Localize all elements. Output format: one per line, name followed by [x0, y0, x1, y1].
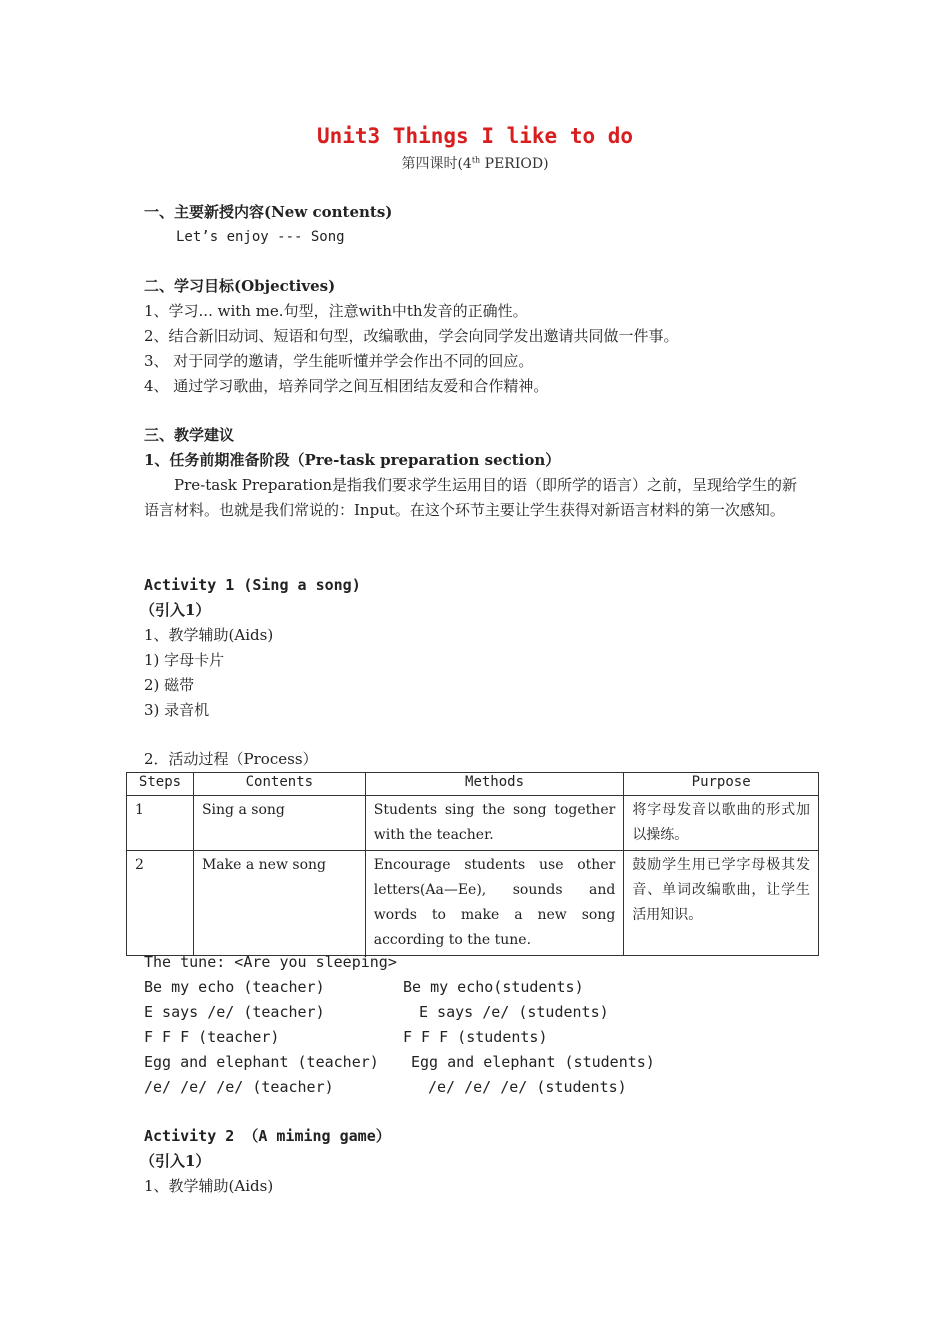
subtitle-suffix: PERIOD): [480, 156, 549, 172]
tune-line-students: Egg and elephant (students): [411, 1053, 655, 1071]
activity1-aids-heading: 1、教学辅助(Aids): [144, 626, 274, 644]
section3-paragraph: Pre-task Preparation是指我们要求学生运用目的语（即所学的语言）之前，呈现给学生的新语言材料。也就是我们常说的：Input。在这个环节主要让学生获得对新语言材料的第一次感知。: [144, 476, 798, 519]
tune-line-students: F F F (students): [403, 1028, 548, 1046]
document-subtitle: [0, 153, 950, 173]
cell-methods: Students sing the song together with the teacher.: [365, 796, 624, 851]
table-header-row: [127, 773, 819, 796]
activity2-aids-heading: 1、教学辅助(Aids): [144, 1177, 274, 1195]
cell-contents: Make a new song: [193, 851, 365, 956]
tune-line-teacher: Egg and elephant (teacher): [144, 1053, 379, 1071]
section1-content: Let’s enjoy --- Song: [176, 229, 345, 245]
tune-line-students: /e/ /e/ /e/ (students): [428, 1078, 627, 1096]
document-title: Unit3 Things I like to do: [316, 124, 634, 148]
activity2-intro: （引入1）: [140, 1152, 211, 1170]
cell-contents: Sing a song: [193, 796, 365, 851]
header-methods: Methods: [365, 773, 624, 796]
tune-line-students: E says /e/ (students): [419, 1003, 609, 1021]
table-row: [127, 796, 819, 851]
cell-methods: Encourage students use other letters(Aa—Ee), sounds and words to make a new song according to the tune.: [365, 851, 624, 956]
header-steps: Steps: [127, 773, 194, 796]
activity1-heading: Activity 1 (Sing a song): [144, 576, 361, 594]
tune-line-teacher: E says /e/ (teacher): [144, 1003, 325, 1021]
objective-item: 2、结合新旧动词、短语和句型，改编歌曲，学会向同学发出邀请共同做一件事。: [144, 327, 679, 345]
tune-line-students: Be my echo(students): [403, 978, 584, 996]
objective-item: 4、 通过学习歌曲，培养同学之间互相团结友爱和合作精神。: [144, 377, 549, 395]
process-table: [126, 772, 819, 956]
header-purpose: Purpose: [624, 773, 819, 796]
objective-item: 3、 对于同学的邀请，学生能听懂并学会作出不同的回应。: [144, 352, 534, 370]
table-row: [127, 851, 819, 956]
cell-purpose: 将字母发音以歌曲的形式加以操练。: [624, 796, 819, 851]
subtitle-prefix: 第四课时(4: [401, 156, 472, 172]
section1-heading: 一、主要新授内容(New contents): [144, 203, 393, 221]
section3-heading: 三、教学建议: [144, 426, 235, 444]
aids-item: 3) 录音机: [144, 701, 210, 719]
aids-item: 1) 字母卡片: [144, 651, 225, 669]
tune-line-teacher: F F F (teacher): [144, 1028, 280, 1046]
objective-item: 1、学习... with me.句型，注意with中th发音的正确性。: [144, 302, 528, 320]
section3-subheading: 1、任务前期准备阶段（Pre-task preparation section）: [144, 451, 561, 469]
section2-heading: 二、学习目标(Objectives): [144, 277, 336, 295]
cell-purpose: 鼓励学生用已学字母极其发音、单词改编歌曲，让学生活用知识。: [624, 851, 819, 956]
tune-line-teacher: /e/ /e/ /e/ (teacher): [144, 1078, 334, 1096]
cell-step: 2: [127, 851, 194, 956]
aids-item: 2) 磁带: [144, 676, 195, 694]
subtitle-sup: th: [471, 155, 481, 165]
header-contents: Contents: [193, 773, 365, 796]
tune-line-teacher: Be my echo (teacher): [144, 978, 325, 996]
tune-title: The tune: <Are you sleeping>: [144, 953, 397, 971]
cell-step: 1: [127, 796, 194, 851]
activity1-process-heading: 2．活动过程（Process）: [144, 750, 318, 768]
activity1-intro: （引入1）: [140, 601, 211, 619]
activity2-heading: Activity 2 （A miming game）: [144, 1127, 391, 1145]
